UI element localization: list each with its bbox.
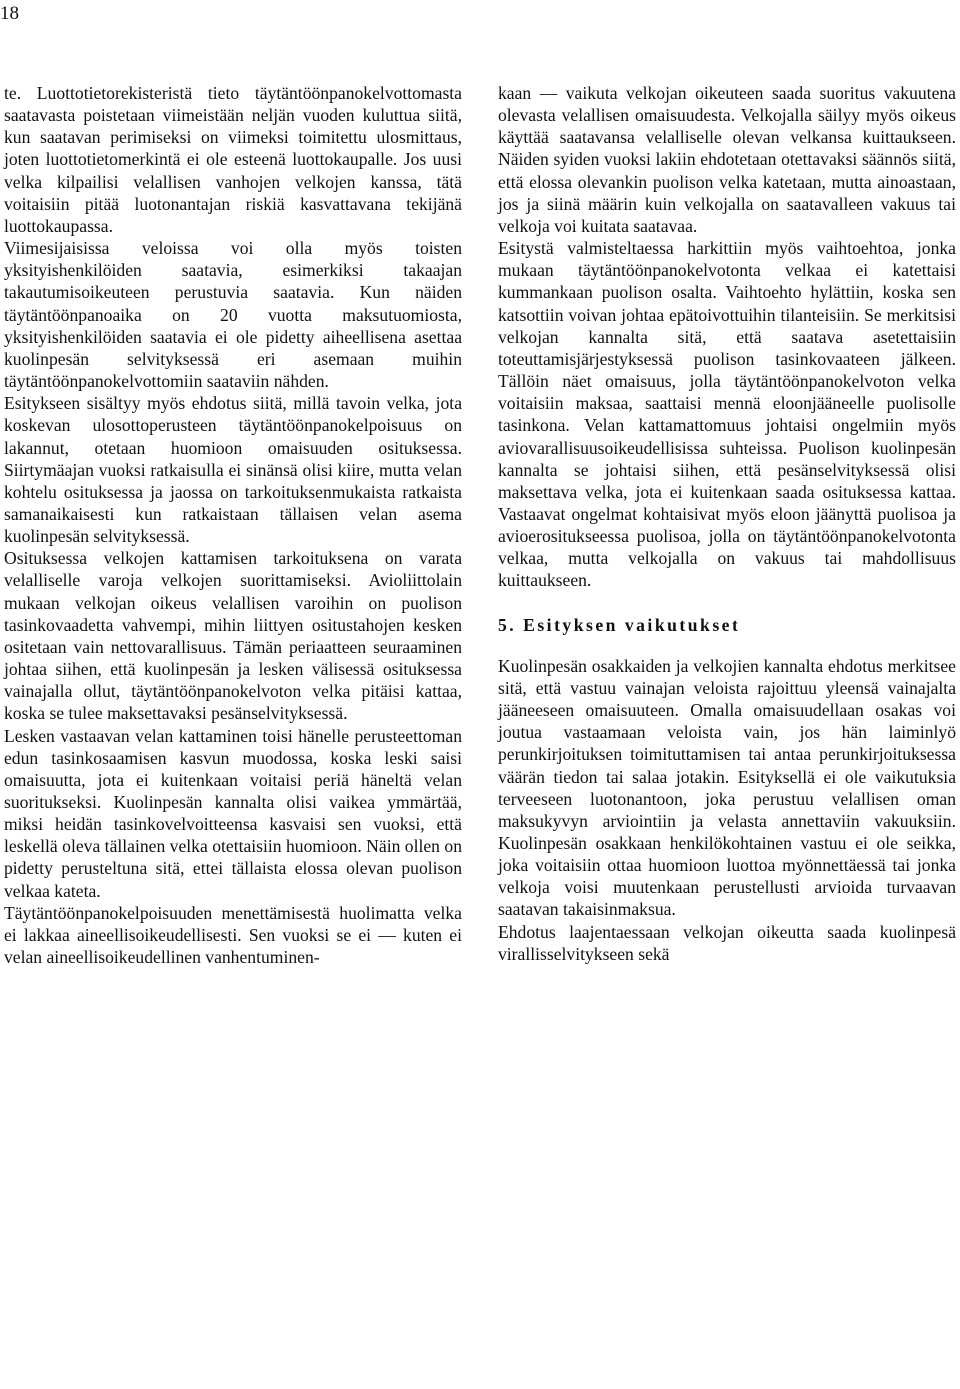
- paragraph: Lesken vastaavan velan kattaminen toisi hänelle perusteettoman edun tasinkosaamisen kasvun muodossa, koska leski saisi omaisuutta, jota ei kuitenkaan voitaisi periä häneltä velan suoritukseksi. Kuolinpesän kannalta olisi vaikea ymmärtää, miksi heidän tasinkovelvoitteensa kasvaisi sen vuoksi, että leskellä oleva tällainen velka otettaisiin huomioon. Näin ollen on pidetty perusteltuna sitä, ettei tällaista elossa olevan puolison velkaa kateta.: [4, 725, 462, 901]
- paragraph: Ehdotus laajentaessaan velkojan oikeutta saada kuolinpesä virallisselvitykseen sekä: [498, 921, 956, 964]
- paragraph: Viimesijaisissa veloissa voi olla myös toisten yksityishenkilöiden saatavia, esimerkiksi takaajan takautumisoikeuteen perustuvia saatavia. Kun näiden täytäntöönpanoaika on 20 vuotta maksutuomiosta, yksityishenkilöiden saatavia ei ole pidetty aiheellisena asettaa kuolinpesän selvityksessä eri asemaan muihin täytäntöönpanokelvottomiin saataviin nähden.: [4, 238, 462, 392]
- section-heading: 5. Esityksen vaikutukset: [498, 614, 741, 635]
- page-number: 18: [0, 3, 19, 24]
- left-text-column: [4, 82, 462, 968]
- paragraph: Esitykseen sisältyy myös ehdotus siitä, millä tavoin velka, jota koskevan ulosottoperusteen täytäntöönpanokelpoisuus on lakannut, otetaan huomioon omaisuuden osituksessa. Siirtymäajan vuoksi ratkaisulla ei sinänsä olisi kiire, mutta velan kohtelu osituksessa ja jaossa on tarkoituksenmukaista ratkaista samanaikaisesti kun ratkaistaan tällaisen velan asema kuolinpesän selvityksessä.: [4, 393, 462, 547]
- paragraph: Kuolinpesän osakkaiden ja velkojien kannalta ehdotus merkitsee sitä, että vastuu vainajan veloista rajoittuu yleensä vainajalta jääneeseen omaisuuteen. Omalla omaisuudellaan osakas voi joutua vastaamaan veloista vain, jos hän laiminlyö perunkirjoituksen toimituttamisen tai antaa perunkirjoituksessa väärän tiedon tai salaa jotakin. Esityksellä ei ole vaikutuksia terveeseen luotonantoon, joka perustuu velallisen oman maksukyvyn arviointiin ja velasta annettaviin vakuuksiin. Kuolinpesän osakkaan henkilökohtainen vastuu ei ole seikka, joka voitaisiin ottaa huomioon luottoa myönnettäessä tai jonka velkoja voisi muutenkaan perustellusti arvioida turvaavan saatavan takaisinmaksua.: [498, 655, 956, 920]
- paragraph: kaan — vaikuta velkojan oikeuteen saada suoritus vakuutena olevasta velallisen omaisuudesta. Velkojalla säilyy myös oikeus käyttää saatavansa velalliselle olevan velkansa kuittaukseen. Näiden syiden vuoksi lakiin ehdotetaan otettavaksi säännös siitä, että elossa olevankin puolison velka katetaan, mutta ainoastaan, jos ja siinä määrin kuin velkojalla on saatavalleen vakuus tai velkoja voi kuitata saatavaa.: [498, 83, 956, 236]
- right-text-column: [498, 82, 956, 965]
- paragraph: Osituksessa velkojen kattamisen tarkoituksena on varata velalliselle varoja velkojen suorittamiseksi. Avioliittolain mukaan velkojan oikeus velallisen varoihin on puolison tasinkovaadetta vahvempi, mihin liittyen ositustahojen kesken ositetaan vain nettovarallisuus. Tämän periaatteen seuraaminen johtaa siihen, että kuolinpesän ja lesken välisessä osituksessa vainajalla ollut, täytäntöönpanokelvoton velka pitäisi kattaa, koska se tulee maksettavaksi pesänselvityksessä.: [4, 548, 462, 724]
- paragraph: te. Luottotietorekisteristä tieto täytäntöönpanokelvottomasta saatavasta poistetaan viimeistään neljän vuoden kuluttua siitä, kun saatavan perimiseksi on viimeksi toimitettu ulosmittaus, joten luottotietomerkintä ei ole esteenä luottokaupalle. Jos uusi velka kilpailisi velallisen vanhojen velkojen kanssa, tätä voitaisiin pitää luotonantajan riskiä kasvattavana tekijänä luottokaupassa.: [4, 83, 462, 236]
- paragraph: Täytäntöönpanokelpoisuuden menettämisestä huolimatta velka ei lakkaa aineellisoikeudellisesti. Sen vuoksi se ei — kuten ei velan aineellisoikeudellinen vanhentuminen-: [4, 902, 462, 968]
- paragraph: Esitystä valmisteltaessa harkittiin myös vaihtoehtoa, jonka mukaan täytäntöönpanokelvotonta velkaa ei katettaisi kummankaan puolison osalta. Vaihtoehto hylättiin, koska sen katsottiin voivan johtaa epätoivottuihin tilanteisiin. Se merkitsisi velkojan kannalta sitä, että saatava asetettaisiin toteuttamisjärjestyksessä puolison tasinkovaateen jälkeen. Tällöin näet omaisuus, jolla täytäntöönpanokelvoton velka voitaisiin maksaa, saattaisi mennä eloonjääneelle puolisolle tasinkona. Velan kattamattomuus johtaisi ongelmiin myös aviovarallisuusoikeudellisissa suhteissa. Puolison kuolinpesän kannalta se johtaisi siihen, että pesänselvityksessä olisi maksettava velka, jota ei kuitenkaan saada osituksessa kattaa. Vastaavat ongelmat kohtaisivat myös eloon jäänyttä puolisoa ja avioerositukseessa puolisoa, jolla on täytäntöönpanokelvotonta velkaa, mutta velkojalla on vakuus tai mahdollisuus kuittaukseen.: [498, 238, 956, 591]
